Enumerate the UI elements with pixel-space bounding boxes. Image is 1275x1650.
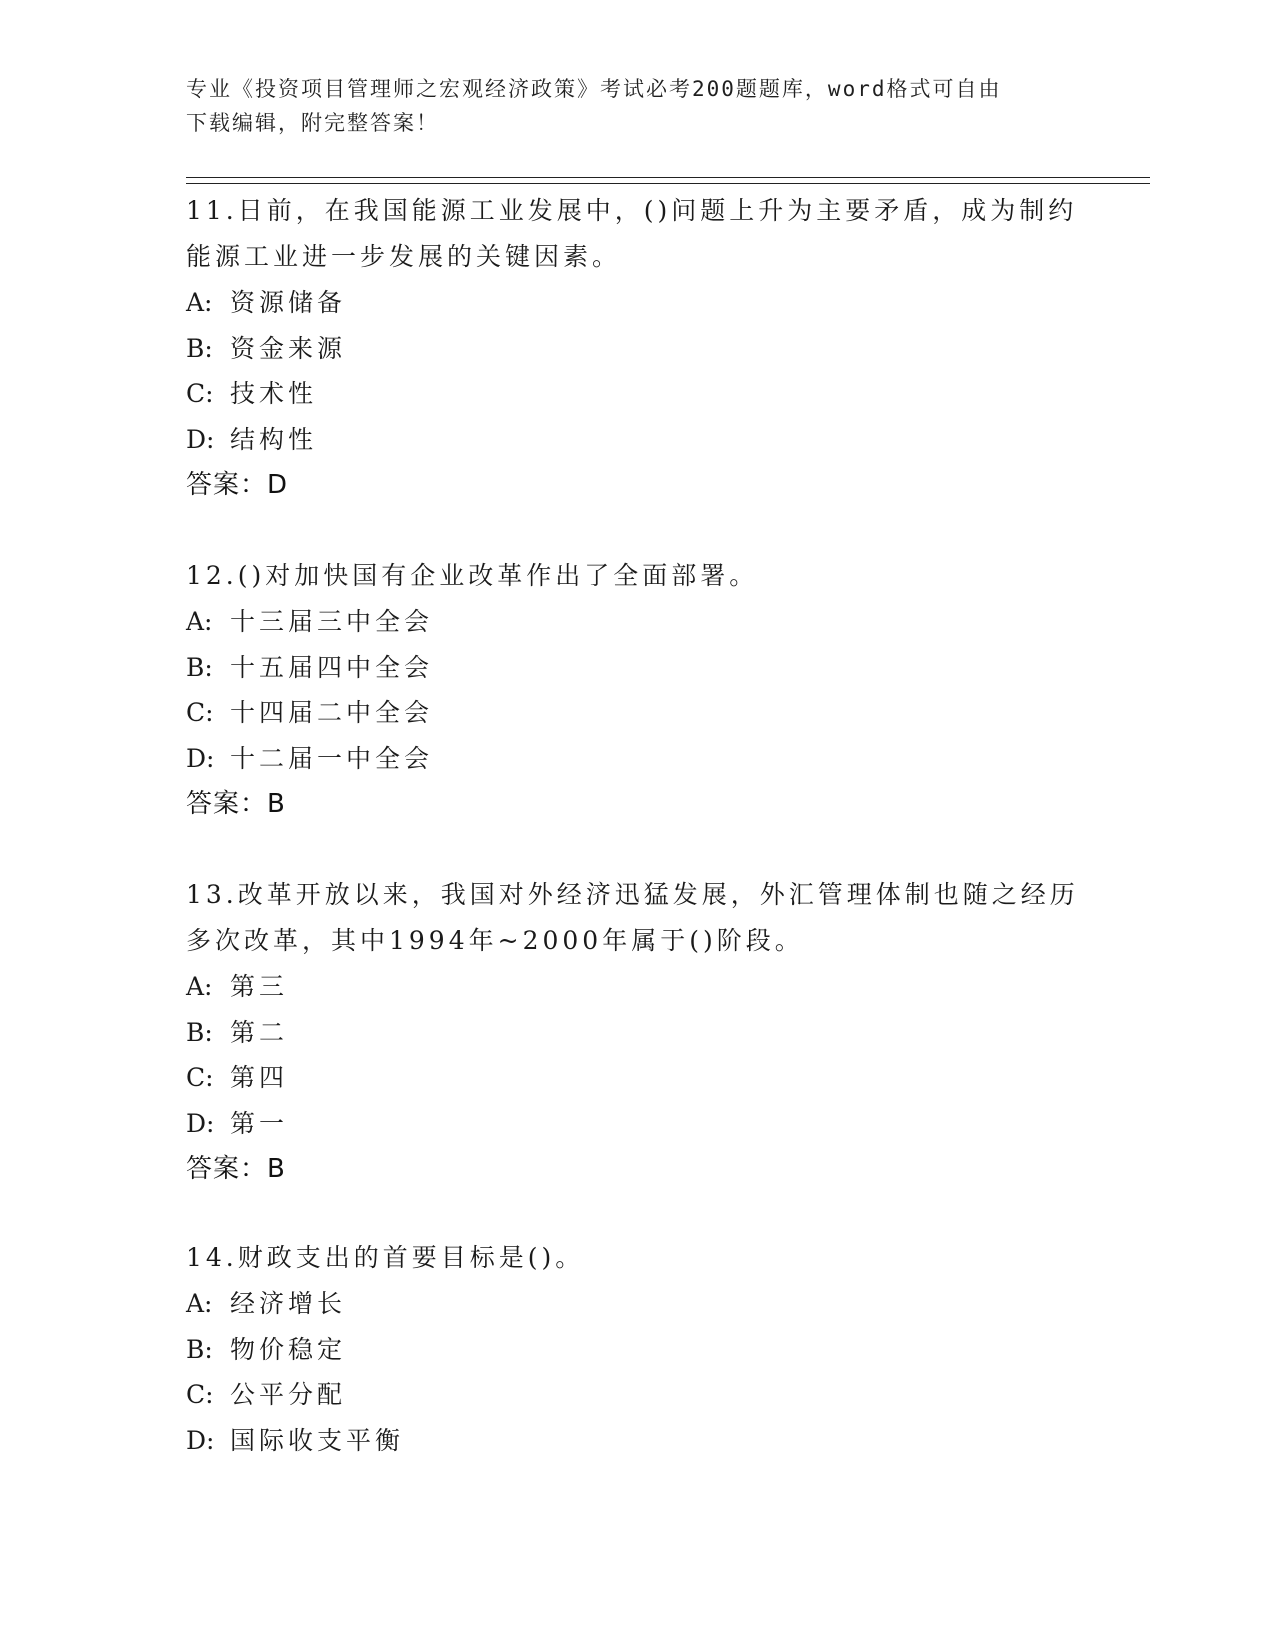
- header-divider-top: [186, 177, 1150, 178]
- option-letter: A:: [186, 1289, 213, 1318]
- option-letter: B:: [186, 333, 213, 363]
- option-text: 第四: [230, 1063, 289, 1092]
- document-header: [186, 72, 1066, 140]
- answer-line: 答案：B: [186, 1154, 286, 1184]
- option-d: [186, 417, 1086, 463]
- header-line-2: 下载编辑，附完整答案！: [186, 111, 439, 135]
- option-text: 资金来源: [230, 333, 347, 363]
- option-letter: B:: [186, 1017, 213, 1047]
- option-c: [186, 690, 1086, 736]
- option-text: 第一: [230, 1108, 289, 1138]
- option-letter: B:: [186, 652, 213, 682]
- question-stem-line: 13.改革开放以来，我国对外经济迅猛发展，外汇管理体制也随之经历: [186, 880, 1079, 909]
- option-text: 十二届一中全会: [230, 743, 434, 773]
- option-text: 物价稳定: [230, 1334, 347, 1364]
- option-a: [186, 1281, 1086, 1327]
- option-text: 第三: [230, 972, 289, 1001]
- option-letter: C:: [186, 1063, 214, 1092]
- option-b: [186, 326, 1086, 372]
- header-divider-bottom: [186, 183, 1150, 184]
- option-a: [186, 964, 1086, 1010]
- option-letter: C:: [186, 379, 214, 408]
- question-stem-line: 12.()对加快国有企业改革作出了全面部署。: [186, 561, 759, 590]
- question-stem-line: 多次改革，其中1994年~2000年属于()阶段。: [186, 926, 804, 955]
- option-letter: D:: [186, 743, 215, 773]
- option-text: 十三届三中全会: [230, 607, 434, 636]
- question-12: [186, 553, 1086, 827]
- question-stem-line: 11.日前，在我国能源工业发展中，()问题上升为主要矛盾，成为制约: [186, 196, 1078, 225]
- header-line-1: 专业《投资项目管理师之宏观经济政策》考试必考200题题库，word格式可自由: [186, 77, 1002, 101]
- option-letter: C:: [186, 1380, 214, 1409]
- option-c: [186, 1372, 1086, 1418]
- option-letter: A:: [186, 288, 213, 317]
- option-d: [186, 736, 1086, 782]
- option-letter: D:: [186, 1425, 215, 1455]
- option-text: 公平分配: [230, 1380, 347, 1409]
- option-c: [186, 371, 1086, 417]
- question-11: [186, 188, 1086, 508]
- option-letter: B:: [186, 1334, 213, 1364]
- option-b: [186, 645, 1086, 691]
- option-text: 第二: [230, 1017, 289, 1047]
- question-13: [186, 872, 1086, 1192]
- option-text: 国际收支平衡: [230, 1425, 405, 1455]
- option-text: 经济增长: [230, 1289, 347, 1318]
- option-text: 技术性: [230, 379, 318, 408]
- option-d: [186, 1418, 1086, 1464]
- option-letter: D:: [186, 424, 215, 454]
- option-letter: A:: [186, 972, 213, 1001]
- question-stem-line: 能源工业进一步发展的关键因素。: [186, 242, 622, 271]
- option-letter: C:: [186, 698, 214, 727]
- option-a: [186, 599, 1086, 645]
- question-stem-line: 14.财政支出的首要目标是()。: [186, 1243, 585, 1272]
- answer-line: 答案：B: [186, 789, 286, 819]
- option-text: 十五届四中全会: [230, 652, 434, 682]
- option-letter: D:: [186, 1108, 215, 1138]
- option-d: [186, 1101, 1086, 1147]
- option-b: [186, 1010, 1086, 1056]
- answer-line: 答案：D: [186, 470, 289, 500]
- option-c: [186, 1055, 1086, 1101]
- question-14: [186, 1235, 1086, 1463]
- option-text: 资源储备: [230, 288, 347, 317]
- option-text: 十四届二中全会: [230, 698, 434, 727]
- option-letter: A:: [186, 607, 213, 636]
- option-a: [186, 280, 1086, 326]
- option-b: [186, 1327, 1086, 1373]
- option-text: 结构性: [230, 424, 318, 454]
